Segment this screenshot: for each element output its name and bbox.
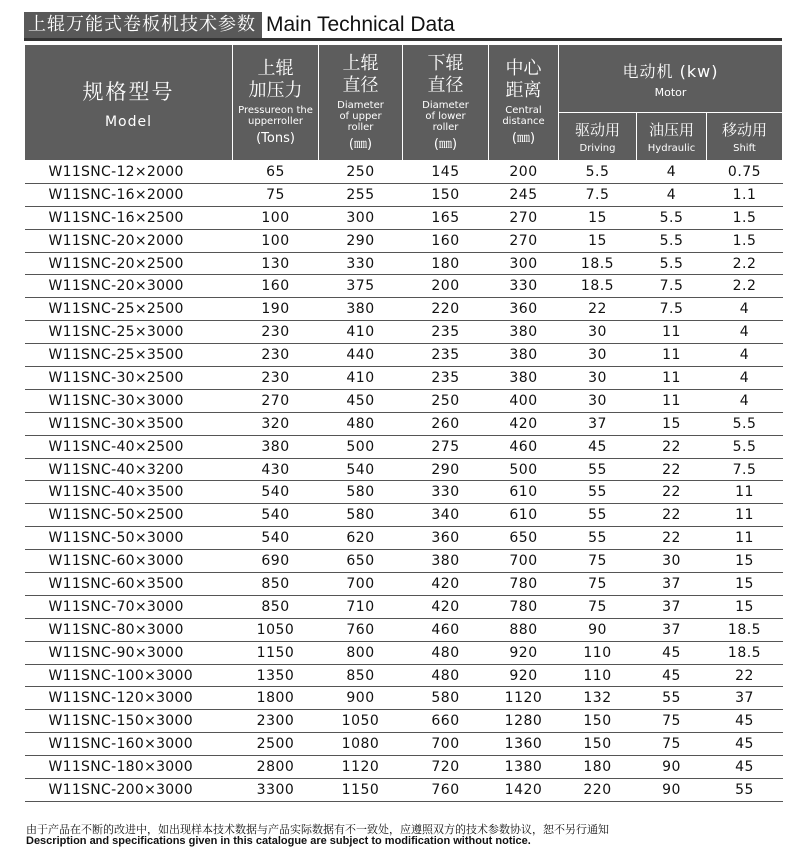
- cell-hydraulic-motor: 90: [637, 779, 707, 802]
- cell-driving-motor: 30: [559, 367, 637, 390]
- cell-shift-motor: 22: [707, 664, 783, 687]
- cell-driving-motor: 7.5: [559, 183, 637, 206]
- cell-upper-diameter: 255: [319, 183, 403, 206]
- cell-center-distance: 500: [489, 458, 559, 481]
- cell-hydraulic-motor: 11: [637, 389, 707, 412]
- cell-driving-motor: 150: [559, 710, 637, 733]
- table-row: [25, 252, 783, 275]
- cell-hydraulic-motor: 5.5: [637, 229, 707, 252]
- cell-pressure: 100: [233, 229, 319, 252]
- cell-shift-motor: 11: [707, 504, 783, 527]
- cell-shift-motor: 15: [707, 550, 783, 573]
- cell-model: W11SNC-100×3000: [25, 664, 233, 687]
- cell-model: W11SNC-20×2500: [25, 252, 233, 275]
- cell-driving-motor: 18.5: [559, 252, 637, 275]
- cell-shift-motor: 45: [707, 733, 783, 756]
- cell-pressure: 2800: [233, 756, 319, 779]
- cell-driving-motor: 180: [559, 756, 637, 779]
- cell-pressure: 270: [233, 389, 319, 412]
- cell-center-distance: 400: [489, 389, 559, 412]
- cell-hydraulic-motor: 75: [637, 733, 707, 756]
- cell-driving-motor: 15: [559, 206, 637, 229]
- cell-driving-motor: 75: [559, 595, 637, 618]
- footer-note-english: Description and specifications given in this catalogue are subject to modification without notice.: [26, 835, 531, 847]
- cell-center-distance: 700: [489, 550, 559, 573]
- table-row: [25, 321, 783, 344]
- cell-hydraulic-motor: 15: [637, 412, 707, 435]
- table-row: [25, 229, 783, 252]
- cell-hydraulic-motor: 11: [637, 344, 707, 367]
- cell-driving-motor: 5.5: [559, 161, 637, 184]
- cell-pressure: 320: [233, 412, 319, 435]
- cell-upper-diameter: 700: [319, 573, 403, 596]
- cell-upper-diameter: 410: [319, 321, 403, 344]
- cell-upper-diameter: 580: [319, 481, 403, 504]
- header-lower-diameter: 下辊 直径 Diameter of lower roller (㎜): [403, 45, 489, 161]
- cell-center-distance: 330: [489, 275, 559, 298]
- cell-model: W11SNC-160×3000: [25, 733, 233, 756]
- cell-hydraulic-motor: 22: [637, 435, 707, 458]
- cell-center-distance: 420: [489, 412, 559, 435]
- table-body: [25, 161, 783, 802]
- cell-shift-motor: 4: [707, 389, 783, 412]
- table-row: [25, 710, 783, 733]
- title-rule: [24, 38, 782, 41]
- cell-upper-diameter: 375: [319, 275, 403, 298]
- cell-hydraulic-motor: 37: [637, 595, 707, 618]
- cell-shift-motor: 15: [707, 573, 783, 596]
- table-row: [25, 435, 783, 458]
- cell-center-distance: 360: [489, 298, 559, 321]
- cell-pressure: 380: [233, 435, 319, 458]
- cell-hydraulic-motor: 4: [637, 183, 707, 206]
- cell-upper-diameter: 620: [319, 527, 403, 550]
- title-chinese: 上辊万能式卷板机技术参数: [24, 12, 262, 38]
- table-row: [25, 733, 783, 756]
- cell-pressure: 850: [233, 573, 319, 596]
- cell-upper-diameter: 710: [319, 595, 403, 618]
- cell-center-distance: 1280: [489, 710, 559, 733]
- cell-center-distance: 610: [489, 504, 559, 527]
- table-row: [25, 618, 783, 641]
- cell-center-distance: 270: [489, 229, 559, 252]
- cell-lower-diameter: 145: [403, 161, 489, 184]
- cell-center-distance: 270: [489, 206, 559, 229]
- table-row: [25, 756, 783, 779]
- cell-driving-motor: 110: [559, 664, 637, 687]
- cell-driving-motor: 15: [559, 229, 637, 252]
- cell-hydraulic-motor: 45: [637, 641, 707, 664]
- cell-driving-motor: 90: [559, 618, 637, 641]
- cell-upper-diameter: 330: [319, 252, 403, 275]
- cell-driving-motor: 55: [559, 504, 637, 527]
- cell-driving-motor: 110: [559, 641, 637, 664]
- cell-shift-motor: 2.2: [707, 275, 783, 298]
- page-title: [24, 12, 455, 38]
- cell-center-distance: 380: [489, 321, 559, 344]
- cell-lower-diameter: 260: [403, 412, 489, 435]
- cell-model: W11SNC-40×3200: [25, 458, 233, 481]
- cell-driving-motor: 30: [559, 389, 637, 412]
- cell-model: W11SNC-25×3500: [25, 344, 233, 367]
- table-row: [25, 161, 783, 184]
- cell-upper-diameter: 1150: [319, 779, 403, 802]
- cell-lower-diameter: 460: [403, 618, 489, 641]
- cell-center-distance: 780: [489, 573, 559, 596]
- cell-center-distance: 1360: [489, 733, 559, 756]
- cell-center-distance: 650: [489, 527, 559, 550]
- cell-lower-diameter: 160: [403, 229, 489, 252]
- cell-center-distance: 610: [489, 481, 559, 504]
- cell-lower-diameter: 150: [403, 183, 489, 206]
- cell-shift-motor: 5.5: [707, 435, 783, 458]
- cell-lower-diameter: 220: [403, 298, 489, 321]
- cell-model: W11SNC-25×2500: [25, 298, 233, 321]
- cell-hydraulic-motor: 11: [637, 367, 707, 390]
- cell-pressure: 75: [233, 183, 319, 206]
- cell-driving-motor: 75: [559, 550, 637, 573]
- cell-pressure: 540: [233, 504, 319, 527]
- cell-pressure: 690: [233, 550, 319, 573]
- header-hydraulic: 油压用 Hydraulic: [637, 113, 707, 161]
- cell-model: W11SNC-50×2500: [25, 504, 233, 527]
- cell-pressure: 1150: [233, 641, 319, 664]
- technical-data-table: [24, 44, 783, 802]
- cell-shift-motor: 4: [707, 298, 783, 321]
- footer-note-chinese: 由于产品在不断的改进中，如出现样本技术数据与产品实际数据有不一致处，应遵照双方的技术参数协议，恕不另行通知: [26, 823, 609, 836]
- cell-hydraulic-motor: 45: [637, 664, 707, 687]
- cell-shift-motor: 1.1: [707, 183, 783, 206]
- cell-hydraulic-motor: 37: [637, 618, 707, 641]
- cell-upper-diameter: 440: [319, 344, 403, 367]
- cell-pressure: 1800: [233, 687, 319, 710]
- cell-upper-diameter: 540: [319, 458, 403, 481]
- cell-pressure: 160: [233, 275, 319, 298]
- cell-pressure: 430: [233, 458, 319, 481]
- cell-center-distance: 920: [489, 641, 559, 664]
- table-row: [25, 298, 783, 321]
- cell-lower-diameter: 340: [403, 504, 489, 527]
- cell-model: W11SNC-120×3000: [25, 687, 233, 710]
- cell-upper-diameter: 450: [319, 389, 403, 412]
- table-row: [25, 573, 783, 596]
- cell-shift-motor: 5.5: [707, 412, 783, 435]
- cell-lower-diameter: 200: [403, 275, 489, 298]
- cell-pressure: 190: [233, 298, 319, 321]
- cell-driving-motor: 75: [559, 573, 637, 596]
- cell-lower-diameter: 580: [403, 687, 489, 710]
- cell-model: W11SNC-20×3000: [25, 275, 233, 298]
- cell-upper-diameter: 580: [319, 504, 403, 527]
- cell-model: W11SNC-50×3000: [25, 527, 233, 550]
- cell-lower-diameter: 165: [403, 206, 489, 229]
- table-row: [25, 687, 783, 710]
- cell-model: W11SNC-200×3000: [25, 779, 233, 802]
- cell-hydraulic-motor: 30: [637, 550, 707, 573]
- cell-model: W11SNC-30×2500: [25, 367, 233, 390]
- cell-driving-motor: 30: [559, 321, 637, 344]
- cell-hydraulic-motor: 75: [637, 710, 707, 733]
- cell-hydraulic-motor: 4: [637, 161, 707, 184]
- cell-upper-diameter: 480: [319, 412, 403, 435]
- cell-hydraulic-motor: 22: [637, 504, 707, 527]
- cell-shift-motor: 18.5: [707, 641, 783, 664]
- cell-hydraulic-motor: 22: [637, 481, 707, 504]
- cell-pressure: 130: [233, 252, 319, 275]
- cell-model: W11SNC-70×3000: [25, 595, 233, 618]
- cell-driving-motor: 132: [559, 687, 637, 710]
- cell-shift-motor: 2.2: [707, 252, 783, 275]
- cell-lower-diameter: 420: [403, 595, 489, 618]
- header-driving: 驱动用 Driving: [559, 113, 637, 161]
- cell-center-distance: 245: [489, 183, 559, 206]
- cell-lower-diameter: 235: [403, 367, 489, 390]
- cell-hydraulic-motor: 22: [637, 458, 707, 481]
- cell-shift-motor: 0.75: [707, 161, 783, 184]
- cell-driving-motor: 30: [559, 344, 637, 367]
- cell-upper-diameter: 850: [319, 664, 403, 687]
- cell-hydraulic-motor: 7.5: [637, 298, 707, 321]
- cell-center-distance: 1380: [489, 756, 559, 779]
- table-row: [25, 389, 783, 412]
- cell-lower-diameter: 480: [403, 641, 489, 664]
- table-row: [25, 367, 783, 390]
- cell-model: W11SNC-25×3000: [25, 321, 233, 344]
- cell-model: W11SNC-80×3000: [25, 618, 233, 641]
- cell-lower-diameter: 720: [403, 756, 489, 779]
- cell-pressure: 850: [233, 595, 319, 618]
- cell-hydraulic-motor: 22: [637, 527, 707, 550]
- table-row: [25, 641, 783, 664]
- cell-center-distance: 200: [489, 161, 559, 184]
- cell-shift-motor: 55: [707, 779, 783, 802]
- cell-model: W11SNC-16×2500: [25, 206, 233, 229]
- cell-hydraulic-motor: 55: [637, 687, 707, 710]
- cell-shift-motor: 11: [707, 481, 783, 504]
- cell-center-distance: 1420: [489, 779, 559, 802]
- cell-upper-diameter: 800: [319, 641, 403, 664]
- cell-pressure: 1350: [233, 664, 319, 687]
- cell-shift-motor: 18.5: [707, 618, 783, 641]
- table-row: [25, 664, 783, 687]
- cell-shift-motor: 11: [707, 527, 783, 550]
- cell-lower-diameter: 235: [403, 321, 489, 344]
- cell-model: W11SNC-20×2000: [25, 229, 233, 252]
- cell-upper-diameter: 1080: [319, 733, 403, 756]
- cell-center-distance: 300: [489, 252, 559, 275]
- cell-hydraulic-motor: 7.5: [637, 275, 707, 298]
- cell-lower-diameter: 700: [403, 733, 489, 756]
- cell-pressure: 2500: [233, 733, 319, 756]
- table-row: [25, 412, 783, 435]
- cell-upper-diameter: 380: [319, 298, 403, 321]
- cell-lower-diameter: 180: [403, 252, 489, 275]
- cell-driving-motor: 18.5: [559, 275, 637, 298]
- cell-pressure: 2300: [233, 710, 319, 733]
- cell-center-distance: 780: [489, 595, 559, 618]
- cell-driving-motor: 220: [559, 779, 637, 802]
- cell-pressure: 540: [233, 481, 319, 504]
- cell-driving-motor: 55: [559, 458, 637, 481]
- cell-upper-diameter: 250: [319, 161, 403, 184]
- cell-upper-diameter: 650: [319, 550, 403, 573]
- table-row: [25, 206, 783, 229]
- table-row: [25, 458, 783, 481]
- cell-lower-diameter: 760: [403, 779, 489, 802]
- cell-model: W11SNC-40×2500: [25, 435, 233, 458]
- cell-driving-motor: 55: [559, 527, 637, 550]
- cell-lower-diameter: 660: [403, 710, 489, 733]
- cell-upper-diameter: 300: [319, 206, 403, 229]
- cell-model: W11SNC-16×2000: [25, 183, 233, 206]
- cell-shift-motor: 45: [707, 756, 783, 779]
- table-row: [25, 527, 783, 550]
- header-upper-diameter: 上辊 直径 Diameter of upper roller (㎜): [319, 45, 403, 161]
- cell-driving-motor: 22: [559, 298, 637, 321]
- cell-upper-diameter: 500: [319, 435, 403, 458]
- cell-pressure: 230: [233, 321, 319, 344]
- cell-model: W11SNC-12×2000: [25, 161, 233, 184]
- cell-upper-diameter: 1050: [319, 710, 403, 733]
- cell-pressure: 100: [233, 206, 319, 229]
- cell-upper-diameter: 900: [319, 687, 403, 710]
- cell-shift-motor: 37: [707, 687, 783, 710]
- cell-driving-motor: 55: [559, 481, 637, 504]
- header-shift: 移动用 Shift: [707, 113, 783, 161]
- cell-center-distance: 1120: [489, 687, 559, 710]
- cell-model: W11SNC-30×3000: [25, 389, 233, 412]
- cell-model: W11SNC-40×3500: [25, 481, 233, 504]
- cell-pressure: 3300: [233, 779, 319, 802]
- cell-shift-motor: 4: [707, 321, 783, 344]
- table-row: [25, 779, 783, 802]
- cell-model: W11SNC-60×3500: [25, 573, 233, 596]
- cell-lower-diameter: 360: [403, 527, 489, 550]
- cell-hydraulic-motor: 5.5: [637, 252, 707, 275]
- cell-hydraulic-motor: 11: [637, 321, 707, 344]
- cell-pressure: 540: [233, 527, 319, 550]
- cell-shift-motor: 1.5: [707, 229, 783, 252]
- cell-shift-motor: 15: [707, 595, 783, 618]
- cell-center-distance: 920: [489, 664, 559, 687]
- cell-lower-diameter: 235: [403, 344, 489, 367]
- cell-center-distance: 380: [489, 367, 559, 390]
- table-row: [25, 550, 783, 573]
- cell-lower-diameter: 330: [403, 481, 489, 504]
- cell-model: W11SNC-150×3000: [25, 710, 233, 733]
- cell-hydraulic-motor: 37: [637, 573, 707, 596]
- table-row: [25, 595, 783, 618]
- header-center-distance: 中心 距离 Central distance (㎜): [489, 45, 559, 161]
- cell-pressure: 65: [233, 161, 319, 184]
- cell-shift-motor: 4: [707, 367, 783, 390]
- header-pressure: 上辊 加压力 Pressureon the upperroller (Tons): [233, 45, 319, 161]
- cell-lower-diameter: 275: [403, 435, 489, 458]
- cell-hydraulic-motor: 5.5: [637, 206, 707, 229]
- cell-pressure: 230: [233, 344, 319, 367]
- table-row: [25, 504, 783, 527]
- cell-hydraulic-motor: 90: [637, 756, 707, 779]
- header-motor: 电动机 (kw) Motor: [559, 45, 783, 113]
- table-row: [25, 183, 783, 206]
- cell-upper-diameter: 1120: [319, 756, 403, 779]
- cell-upper-diameter: 760: [319, 618, 403, 641]
- cell-shift-motor: 45: [707, 710, 783, 733]
- cell-model: W11SNC-180×3000: [25, 756, 233, 779]
- table-row: [25, 481, 783, 504]
- cell-shift-motor: 4: [707, 344, 783, 367]
- cell-lower-diameter: 480: [403, 664, 489, 687]
- cell-shift-motor: 7.5: [707, 458, 783, 481]
- cell-center-distance: 380: [489, 344, 559, 367]
- cell-lower-diameter: 290: [403, 458, 489, 481]
- cell-center-distance: 880: [489, 618, 559, 641]
- cell-model: W11SNC-30×3500: [25, 412, 233, 435]
- cell-lower-diameter: 380: [403, 550, 489, 573]
- cell-model: W11SNC-60×3000: [25, 550, 233, 573]
- cell-pressure: 1050: [233, 618, 319, 641]
- header-model: 规格型号 Model: [25, 45, 233, 161]
- cell-shift-motor: 1.5: [707, 206, 783, 229]
- cell-model: W11SNC-90×3000: [25, 641, 233, 664]
- cell-driving-motor: 45: [559, 435, 637, 458]
- table-row: [25, 344, 783, 367]
- cell-pressure: 230: [233, 367, 319, 390]
- cell-lower-diameter: 250: [403, 389, 489, 412]
- cell-center-distance: 460: [489, 435, 559, 458]
- cell-driving-motor: 37: [559, 412, 637, 435]
- cell-upper-diameter: 410: [319, 367, 403, 390]
- title-english: Main Technical Data: [266, 13, 455, 36]
- cell-lower-diameter: 420: [403, 573, 489, 596]
- cell-upper-diameter: 290: [319, 229, 403, 252]
- cell-driving-motor: 150: [559, 733, 637, 756]
- table-row: [25, 275, 783, 298]
